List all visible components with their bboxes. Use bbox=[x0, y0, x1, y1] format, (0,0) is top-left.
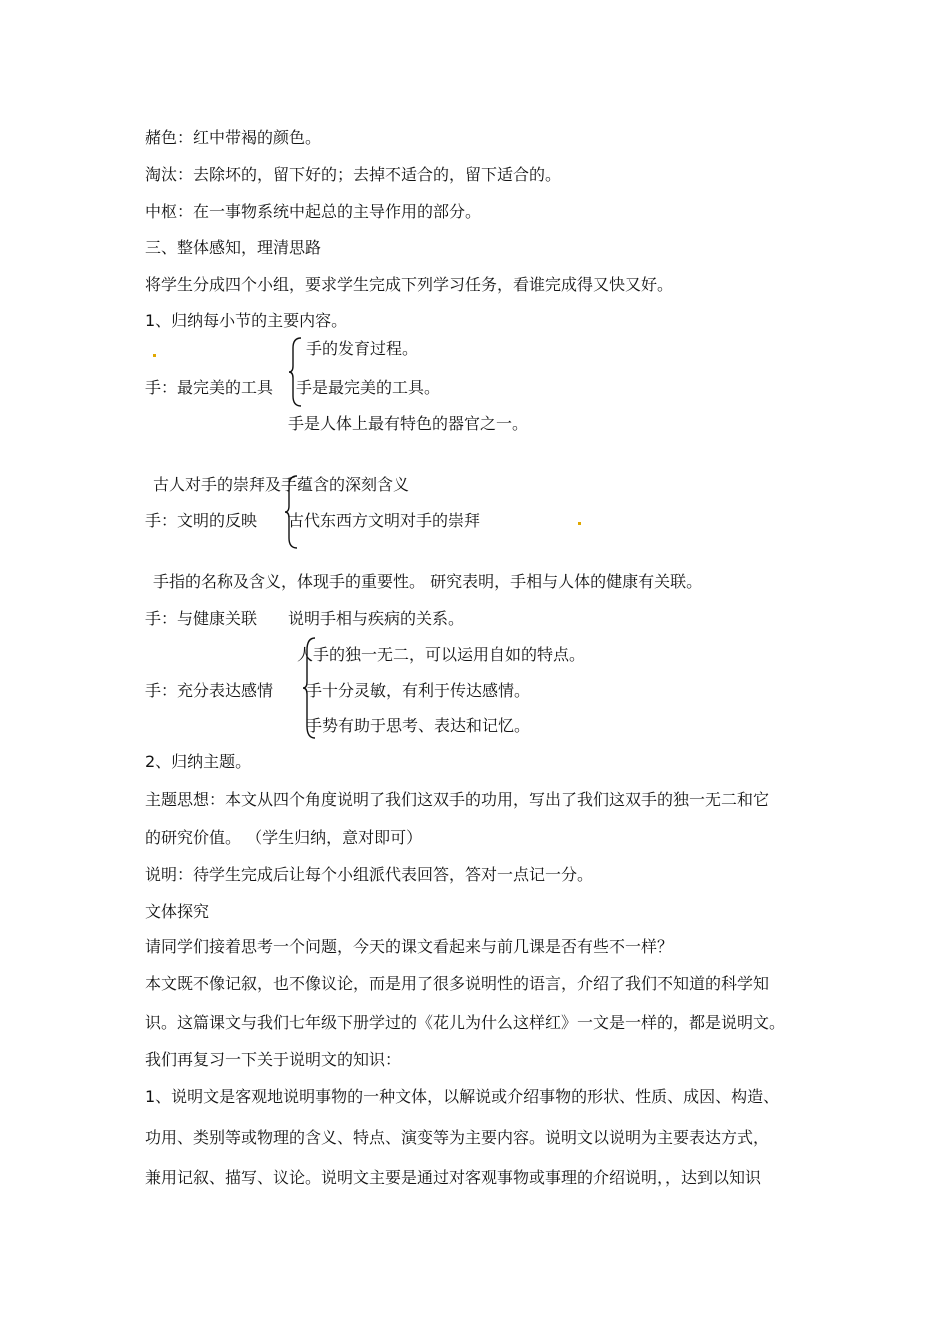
outline-label: 手：文明的反映 bbox=[145, 511, 258, 530]
definition-taotai: 淘汰：去除坏的，留下好的；去掉不适合的，留下适合的。 bbox=[145, 165, 562, 184]
body-paragraph: 的研究价值。 （学生归纳，意对即可） bbox=[145, 828, 423, 847]
body-paragraph: 功用、类别等或物理的含义、特点、演变等为主要内容。说明文以说明为主要表达方式， bbox=[145, 1128, 770, 1147]
body-paragraph: 我们再复习一下关于说明文的知识： bbox=[145, 1050, 402, 1069]
outline-item: 手的发育过程。 bbox=[306, 339, 419, 358]
body-paragraph: 识。这篇课文与我们七年级下册学过的《花儿为什么这样红》一文是一样的，都是说明文。 bbox=[145, 1013, 786, 1032]
body-paragraph: 本文既不像记叙，也不像议论，而是用了很多说明性的语言，介绍了我们不知道的科学知 bbox=[145, 974, 770, 993]
task-1-heading: 1、归纳每小节的主要内容。 bbox=[145, 311, 348, 330]
outline-item: 手指的名称及含义，体现手的重要性。 研究表明，手相与人体的健康有关联。 bbox=[153, 572, 703, 591]
section-heading-3: 三、整体感知，理清思路 bbox=[145, 238, 322, 257]
body-paragraph: 请同学们接着思考一个问题，今天的课文看起来与前几课是否有些不一样？ bbox=[145, 937, 674, 956]
task-intro: 将学生分成四个小组，要求学生完成下列学习任务，看谁完成得又快又好。 bbox=[145, 275, 674, 294]
body-paragraph: 兼用记叙、描写、议论。说明文主要是通过对客观事物或事理的介绍说明，，达到以知识 bbox=[145, 1168, 762, 1187]
body-paragraph: 1、说明文是客观地说明事物的一种文体，以解说或介绍事物的形状、性质、成因、构造、 bbox=[145, 1087, 780, 1106]
body-paragraph: 说明：待学生完成后让每个小组派代表回答，答对一点记一分。 bbox=[145, 865, 594, 884]
outline-item: 手是最完美的工具。 bbox=[296, 378, 441, 397]
stray-mark bbox=[578, 522, 581, 525]
definition-zhese: 赭色：红中带褐的颜色。 bbox=[145, 128, 322, 147]
outline-item: 人手的独一无二，可以运用自如的特点。 bbox=[297, 645, 586, 664]
outline-label: 手：充分表达感情 bbox=[145, 681, 274, 700]
outline-label: 手：最完美的工具 bbox=[145, 378, 274, 397]
outline-item: 说明手相与疾病的关系。 bbox=[288, 609, 465, 628]
outline-item: 古代东西方文明对手的崇拜 bbox=[288, 511, 481, 530]
outline-label: 手：与健康关联 bbox=[145, 609, 258, 628]
task-2-heading: 2、归纳主题。 bbox=[145, 752, 252, 771]
outline-item: 古人对手的崇拜及手蕴含的深刻含义 bbox=[153, 475, 410, 494]
body-paragraph: 主题思想：本文从四个角度说明了我们这双手的功用，写出了我们这双手的独一无二和它 bbox=[145, 790, 770, 809]
outline-item: 手十分灵敏，有利于传达感情。 bbox=[306, 681, 531, 700]
definition-zhongshu: 中枢：在一事物系统中起总的主导作用的部分。 bbox=[145, 202, 482, 221]
outline-item: 手势有助于思考、表达和记忆。 bbox=[306, 716, 531, 735]
section-heading: 文体探究 bbox=[145, 902, 210, 921]
outline-item: 手是人体上最有特色的器官之一。 bbox=[288, 414, 529, 433]
stray-mark bbox=[153, 354, 156, 357]
